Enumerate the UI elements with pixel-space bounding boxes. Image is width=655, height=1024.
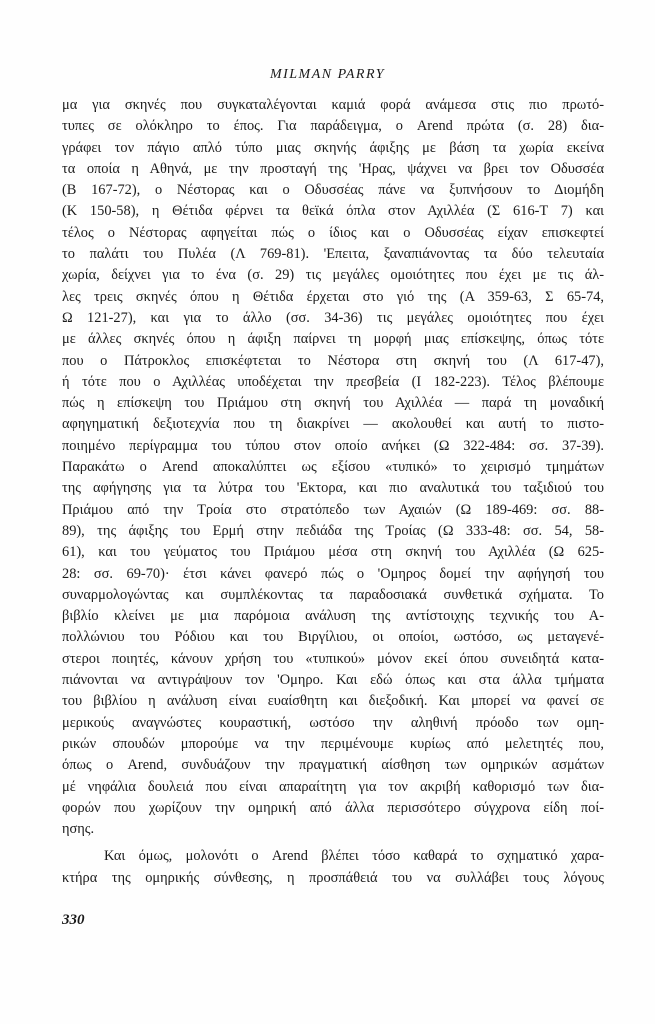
text-line: κτήρα της ομηρικής σύνθεσης, η προσπάθειά του να συλλάβει τους λόγους [62,869,604,886]
text-line: 61), και του γεύματος του Πριάμου μέσα στη σκηνή του Αχιλλέα (Ω 625- [62,544,604,561]
text-line: πιάνονται να αντιγράψουν τον 'Ομηρο. Και εδώ όπως και στα άλλα τμήματα [62,672,604,689]
text-line: (Κ 150-58), η Θέτιδα φέρνει τα θεϊκά όπλα στον Αχιλλέα (Σ 616-Τ 7) και [62,203,604,220]
text-line: αφηγηματική δεξιοτεχνία που τη διακρίνει — ακολουθεί και αυτή το πιστο- [62,416,604,433]
text-line: ρικών σπουδών μπορούμε να την περιμένουμε κυρίως από μελετητές που, [62,735,604,752]
text-line: με άλλες σκηνές όπου η άφιξη παίρνει τη μορφή μιας επίσκεψης, όπως τότε [62,331,604,348]
text-line: ησης. [62,821,95,838]
text-line: που ο Πάτροκλος επισκέφτεται το Νέστορα στη σκηνή του (Λ 617-47), [62,352,604,369]
text-line: μερικούς αναγνώστες κουραστική, ωστόσο την αληθινή πρόοδο των ομη- [62,714,604,731]
text-line: χωρία, δείχνει για το ένα (σ. 29) τις μεγάλες ομοιότητες που έχει με τις άλ- [62,267,604,284]
text-line: το παλάτι του Πυλέα (Λ 769-81). 'Επειτα, ξαναπιάνοντας τα δύο τελευταία [62,246,604,263]
text-line: Ω 121-27), και για το άλλο (σσ. 34-36) τις μεγάλες ομοιότητες που έχει [62,309,604,326]
text-line: πώς η επίσκεψη του Πριάμου στη σκηνή του Αχιλλέα — παρά τη μοναδική [62,395,604,412]
text-line: γράφει τον πάγιο απλό τύπο μιας σκηνής άφιξης με βάση τα χωρία εκείνα [62,139,604,156]
text-line: της αφήγησης για τα λύτρα του 'Εκτορα, και πιο αναλυτικά του ταξιδιού του [62,480,604,497]
text-line: μα για σκηνές που συγκαταλέγονται καμιά φορά ανάμεσα στις πιο πρωτό- [62,97,604,113]
text-line: συναρμολογώντας και συμπλέκοντας τα παραδοσιακά συνθετικά σχήματα. Το [62,586,604,603]
text-line: στεροι ποιητές, κάνουν χρήση του «τυπικού» μόνον εκεί όπου συνειδητά κατα- [62,650,604,667]
body-text [62,95,604,889]
text-line: λες τρεις σκηνές όπου η Θέτιδα έρχεται στο γιό της (Α 359-63, Σ 65-74, [62,288,604,305]
text-line: (Β 167-72), ο Νέστορας και ο Οδυσσέας πάνε να ξυπνήσουν το Διομήδη [62,182,604,199]
text-line: Παρακάτω ο Arend αποκαλύπτει ως εξίσου «τυπικό» το χειρισμό τμημάτων [62,459,604,476]
text-line: 89), της άφιξης του Ερμή στην πεδιάδα της Τροίας (Ω 333-48: σσ. 54, 58- [62,522,604,539]
text-line: μέ νηφάλια δουλειά που είναι απαραίτητη για τον ακριβή καθορισμό των δια- [62,778,604,795]
text-line: ποιημένο περίγραμμα του τύπου στον οποίο ανήκει (Ω 322-484: σσ. 37-39). [62,437,604,454]
text-line: του βιβλίου η ανάλυση είναι ευαίσθητη και διεξοδική. Και μπορεί να φανεί σε [62,693,604,710]
text-line: τα οποία η Αθηνά, με την προσταγή της 'Ηρας, ψάχνει να βρει τον Οδυσσέα [62,160,604,177]
text-line: Και όμως, μολονότι ο Arend βλέπει τόσο καθαρά το σχηματικό χαρα- [104,848,604,865]
text-line: ή τότε που ο Αχιλλέας υποδέχεται την πρεσβεία (Ι 182-223). Τέλος βλέπουμε [62,373,604,390]
page-number: 330 [62,912,85,928]
text-line: όπως ο Arend, συνδυάζουν την πραγματική αίσθηση των ομηρικών ασμάτων [62,757,604,774]
text-line: τυπες σε ολόκληρο το έπος. Για παράδειγμα, ο Arend πρώτα (σ. 28) δια- [62,118,604,135]
text-line: τέλος ο Νέστορας αφηγείται πώς ο ίδιος και ο Οδυσσέας είχαν επισκεφτεί [62,224,604,241]
text-line: 28: σσ. 69-70)· έτσι κάνει φανερό πώς ο 'Ομηρος δομεί την αφήγησή του [62,565,604,582]
text-line: βιβλίο κλείνει με μια παρόμοια ανάλυση της αντίστοιχης τεχνικής του Α- [62,608,604,625]
text-line: πολλώνιου του Ρόδιου και του Βιργίλιου, οι οποίοι, ωστόσο, ως μεταγενέ- [62,629,604,646]
text-line: φορών που χωρίζουν την ομηρική από άλλα περισσότερο σύγχρονα είδη ποί- [62,799,604,816]
running-head: MILMAN PARRY [269,67,386,82]
text-line: Πριάμου από την Τροία στο στρατόπεδο των Αχαιών (Ω 189-469: σσ. 88- [62,501,604,518]
